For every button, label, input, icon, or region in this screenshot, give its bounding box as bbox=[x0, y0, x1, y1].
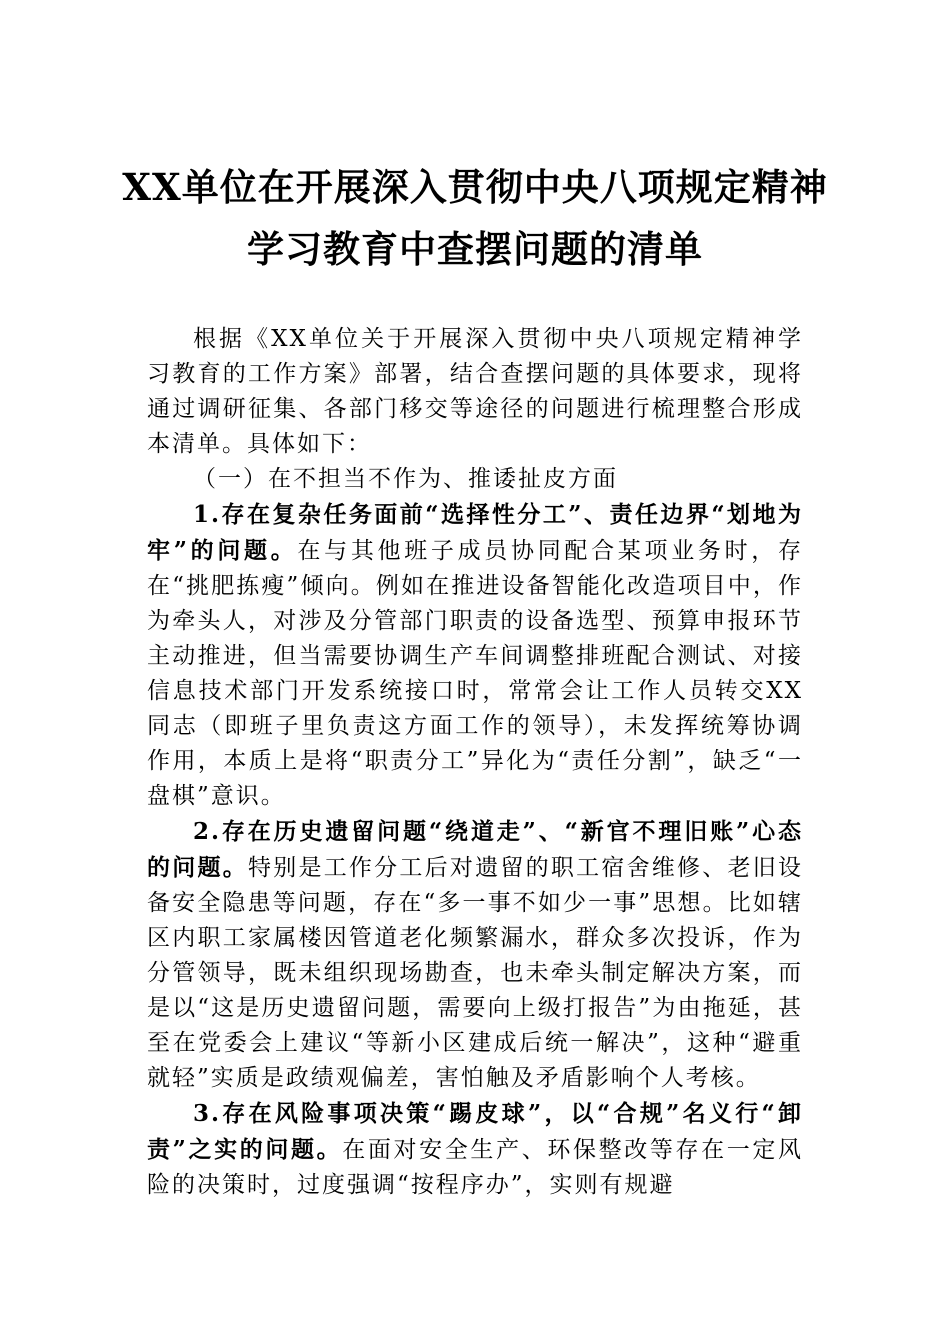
document-title-line-2: 学习教育中查摆问题的清单 bbox=[247, 227, 703, 271]
item-text: 在与其他班子成员协同配合某项业务时，存在“挑肥拣瘦”倾向。例如在推进设备智能化改造项目中，作为牵头人，对涉及分管部门职责的设备选型、预算申报环节主动推进，但当需要协调生产车间调整排班配合测试、对接信息技术部门开发系统接口时，常常会让工作人员转交XX同志（即班子里负责这方面工作的领导），未发挥统筹协调作用，本质上是将“职责分工”异化为“责任分割”，缺乏“一盘棋”意识。 bbox=[147, 538, 803, 809]
item-text: 特别是工作分工后对遗留的职工宿舍维修、老旧设备安全隐患等问题，存在“多一事不如少一事”思想。比如辖区内职工家属楼因管道老化频繁漏水，群众多次投诉，作为分管领导，既未组织现场勘查，也未牵头制定解决方案，而是以“这是历史遗留问题，需要向上级打报告”为由拖延，甚至在党委会上建议“等新小区建成后统一解决”，这种“避重就轻”实质是政绩观偏差，害怕触及矛盾影响个人考核。 bbox=[147, 855, 804, 1091]
intro-paragraph: 根据《XX单位关于开展深入贯彻中央八项规定精神学习教育的工作方案》部署，结合查摆问题的具体要求，现将通过调研征集、各部门移交等途径的问题进行梳理整合形成本清单。具体如下： bbox=[147, 326, 803, 457]
item-lead: 3.存在风险事项决策“踢皮球”，以“合规”名义行“卸责”之实的问题。 bbox=[147, 1100, 803, 1163]
document-title-line-1: XX单位在开展深入贯彻中央八项规定精神 bbox=[122, 165, 828, 209]
item-text: 在面对安全生产、环保整改等存在一定风险的决策时，过度强调“按程序办”，实则有规避 bbox=[147, 1137, 804, 1198]
list-item bbox=[147, 1096, 803, 1203]
list-item bbox=[147, 497, 803, 814]
item-lead: 1.存在复杂任务面前“选择性分工”、责任边界“划地为牢”的问题。 bbox=[147, 501, 803, 564]
section-heading: （一）在不担当不作为、推诿扯皮方面 bbox=[193, 466, 618, 492]
list-item bbox=[147, 814, 803, 1096]
item-lead: 2.存在历史遗留问题“绕道走”、“新官不理旧账”心态的问题。 bbox=[147, 818, 803, 881]
document-body bbox=[147, 322, 803, 1203]
